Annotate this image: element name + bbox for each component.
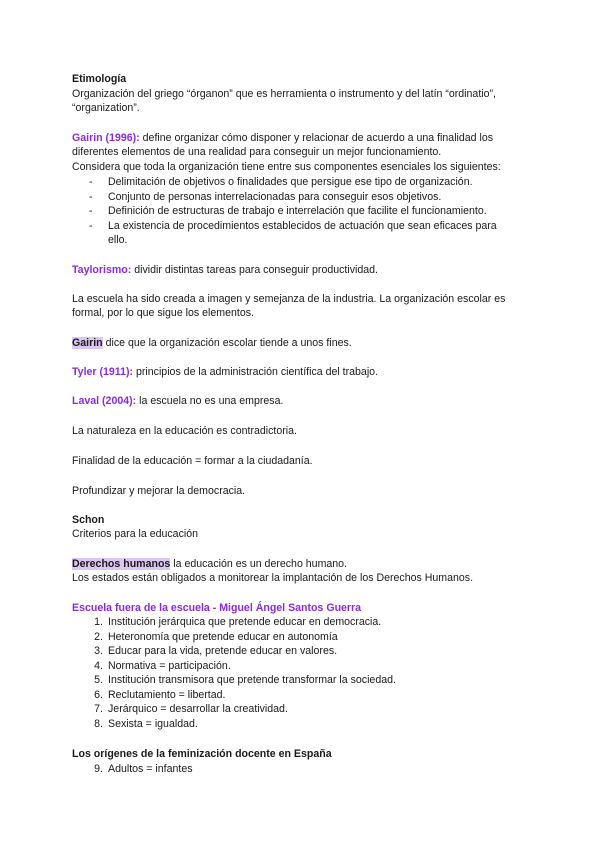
gairin-1996-line-1 [72, 131, 493, 145]
taylorismo-label: Taylorismo: [72, 264, 132, 276]
etimologia-line-2: “organization”. [72, 102, 140, 114]
gairin-1996-line-2: diferentes elementos de una realidad para conseguir un mejor funcionamiento. [72, 146, 442, 158]
list-number: 9. [94, 763, 103, 775]
bullet-dash: - [89, 191, 93, 203]
list-number: 6. [94, 689, 103, 701]
derechos-line-1 [72, 557, 347, 571]
list-item: Adultos = infantes [108, 763, 193, 775]
bullet-item-4-cont: ello. [108, 234, 128, 246]
list-item: Reclutamiento = libertad. [108, 689, 226, 701]
tyler-line [72, 365, 378, 379]
bullet-dash: - [89, 205, 93, 217]
list-number: 7. [94, 703, 103, 715]
bullet-dash: - [89, 176, 93, 188]
list-item: Institución transmisora que pretende transformar la sociedad. [108, 674, 396, 686]
list-number: 2. [94, 631, 103, 643]
escuela-fuera-heading: Escuela fuera de la escuela - Miguel Ángel Santos Guerra [72, 602, 362, 614]
list-item: Institución jerárquica que pretende educar en democracia. [108, 616, 382, 628]
schon-heading: Schon [72, 514, 105, 526]
gairin-fines-line [72, 336, 352, 350]
laval-label: Laval (2004): [72, 395, 137, 407]
laval-text: la escuela no es una empresa. [136, 395, 284, 407]
list-number: 4. [94, 660, 103, 672]
taylorismo-text: dividir distintas tareas para conseguir productividad. [131, 264, 378, 276]
etimologia-line-1: Organización del griego “órganon” que es herramienta o instrumento y del latín “ordinatio”, [72, 88, 496, 100]
gairin-1996-text: define organizar cómo disponer y relacionar de acuerdo a una finalidad los [139, 132, 494, 144]
list-number: 1. [94, 616, 103, 628]
naturaleza-line: La naturaleza en la educación es contradictoria. [72, 425, 297, 437]
bullet-item-2: Conjunto de personas interrelacionadas para conseguir esos objetivos. [108, 191, 442, 203]
bullet-item-1: Delimitación de objetivos o finalidades que persigue ese tipo de organización. [108, 176, 473, 188]
taylorismo-line [72, 263, 378, 277]
list-item: Jerárquico = desarrollar la creatividad. [108, 703, 288, 715]
finalidad-line: Finalidad de la educación = formar a la ciudadanía. [72, 455, 313, 467]
derechos-highlight: Derechos humanos [72, 558, 171, 570]
tyler-text: principios de la administración científica del trabajo. [133, 366, 379, 378]
gairin-1996-label: Gairin (1996): [72, 132, 140, 144]
origenes-heading: Los orígenes de la feminización docente en España [72, 748, 332, 760]
gairin-highlight: Gairin [72, 337, 103, 349]
bullet-item-3: Definición de estructuras de trabajo e interrelación que facilite el funcionamiento. [108, 205, 487, 217]
list-item: Sexista = igualdad. [108, 718, 198, 730]
gairin-fines-text: dice que la organización escolar tiende a unos fines. [102, 337, 352, 349]
gairin-1996-line-3: Considera que toda la organización tiene entre sus componentes esenciales los siguientes: [72, 161, 501, 173]
list-item: Educar para la vida, pretende educar en valores. [108, 645, 338, 657]
etimologia-heading: Etimología [72, 73, 127, 85]
bullet-item-4: La existencia de procedimientos establecidos de actuación que sean eficaces para [108, 220, 497, 232]
derechos-line-2: Los estados están obligados a monitorear la implantación de los Derechos Humanos. [72, 572, 474, 584]
schon-line: Criterios para la educación [72, 528, 199, 540]
tyler-label: Tyler (1911): [72, 366, 134, 378]
derechos-text: la educación es un derecho humano. [170, 558, 348, 570]
bullet-dash: - [89, 220, 93, 232]
laval-line [72, 394, 283, 408]
list-item: Normativa = participación. [108, 660, 231, 672]
list-number: 8. [94, 718, 103, 730]
profundizar-line: Profundizar y mejorar la democracia. [72, 485, 246, 497]
list-item: Heteronomía que pretende educar en autonomía [108, 631, 338, 643]
list-number: 3. [94, 645, 103, 657]
escuela-industria-line-1: La escuela ha sido creada a imagen y semejanza de la industria. La organización escolar es [72, 293, 506, 305]
escuela-industria-line-2: formal, por lo que sigue los elementos. [72, 307, 254, 319]
list-number: 5. [94, 674, 103, 686]
